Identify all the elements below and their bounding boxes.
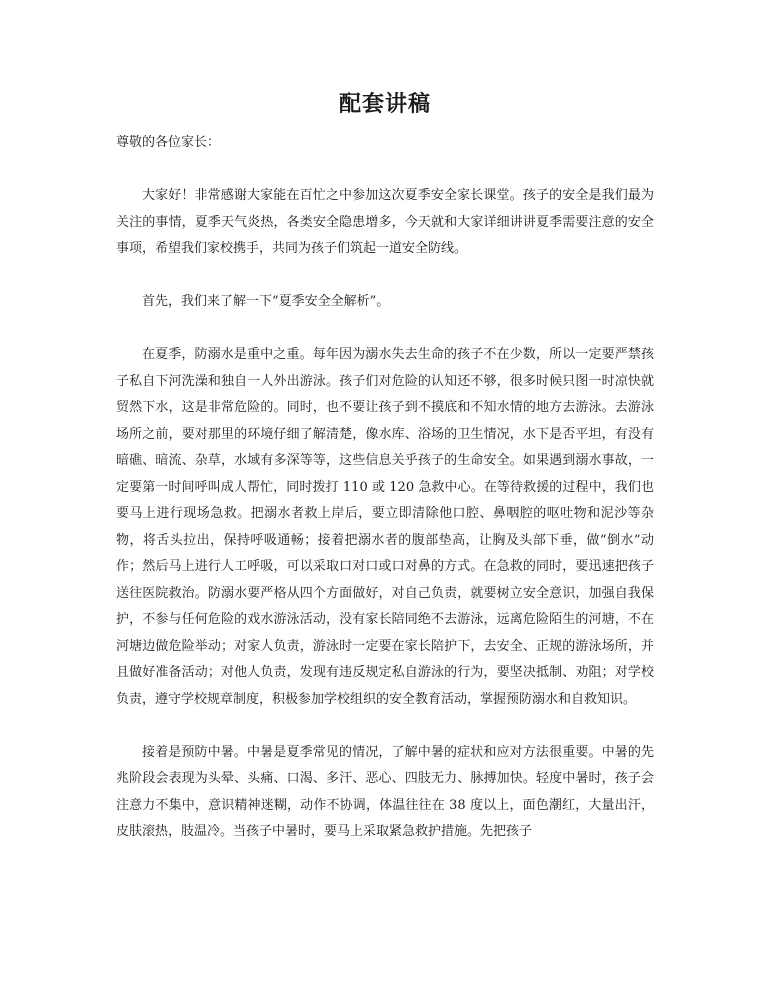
paragraph-greeting: 大家好！非常感谢大家能在百忙之中参加这次夏季安全家长课堂。孩子的安全是我们最为关注的事情，夏季天气炎热，各类安全隐患增多，今天就和大家详细讲讲夏季需要注意的安全事项，希望我们家校携手，共同为孩子们筑起一道安全防线。 <box>116 188 654 256</box>
salutation: 尊敬的各位家长： <box>116 135 221 150</box>
document-body <box>116 130 654 872</box>
paragraph-heatstroke-prevention: 接着是预防中暑。中暑是夏季常见的情况，了解中暑的症状和应对方法很重要。中暑的先兆阶段会表现为头晕、头痛、口渴、多汗、恶心、四肢无力、脉搏加快。轻度中暑时，孩子会注意力不集中，意识精神迷糊，动作不协调，体温往往在 38 度以上，面色潮红，大量出汗，皮肤滚热，肢温冷。当孩子中暑时，要马上采取紧急救护措施。先把孩子 <box>116 744 654 839</box>
paragraph-drowning-prevention: 在夏季，防溺水是重中之重。每年因为溺水失去生命的孩子不在少数，所以一定要严禁孩子私自下河洗澡和独自一人外出游泳。孩子们对危险的认知还不够，很多时候只图一时凉快就贸然下水，这是非常危险的。同时，也不要让孩子到不摸底和不知水情的地方去游泳。去游泳场所之前，要对那里的环境仔细了解清楚，像水库、浴场的卫生情况，水下是否平坦，有没有暗礁、暗流、杂草，水域有多深等等，这些信息关乎孩子的生命安全。如果遇到溺水事故，一定要第一时间呼叫成人帮忙，同时拨打 110 或 120 急救中心。在等待救援的过程中，我们也要马上进行现场急救。把溺水者救上岸后，要立即清除他口腔、鼻咽腔的呕吐物和泥沙等杂物，将舌头拉出，保持呼吸通畅；接着把溺水者的腹部垫高，让胸及头部下垂，做“倒水”动作；然后马上进行人工呼吸，可以采取口对口或口对鼻的方式。在急救的同时，要迅速把孩子送往医院救治。防溺水要严格从四个方面做好，对自己负责，就要树立安全意识，加强自我保护，不参与任何危险的戏水游泳活动，没有家长陪同绝不去游泳，远离危险陌生的河塘，不在河塘边做危险举动；对家人负责，游泳时一定要在家长陪护下，去安全、正规的游泳场所，并且做好准备活动；对他人负责，发现有违反规定私自游泳的行为，要坚决抵制、劝阻；对学校负责，遵守学校规章制度，积极参加学校组织的安全教育活动，掌握预防溺水和自救知识。 <box>116 347 654 707</box>
page-title: 配套讲稿 <box>338 91 431 117</box>
paragraph-intro: 首先，我们来了解一下“夏季安全全解析”。 <box>142 294 390 309</box>
